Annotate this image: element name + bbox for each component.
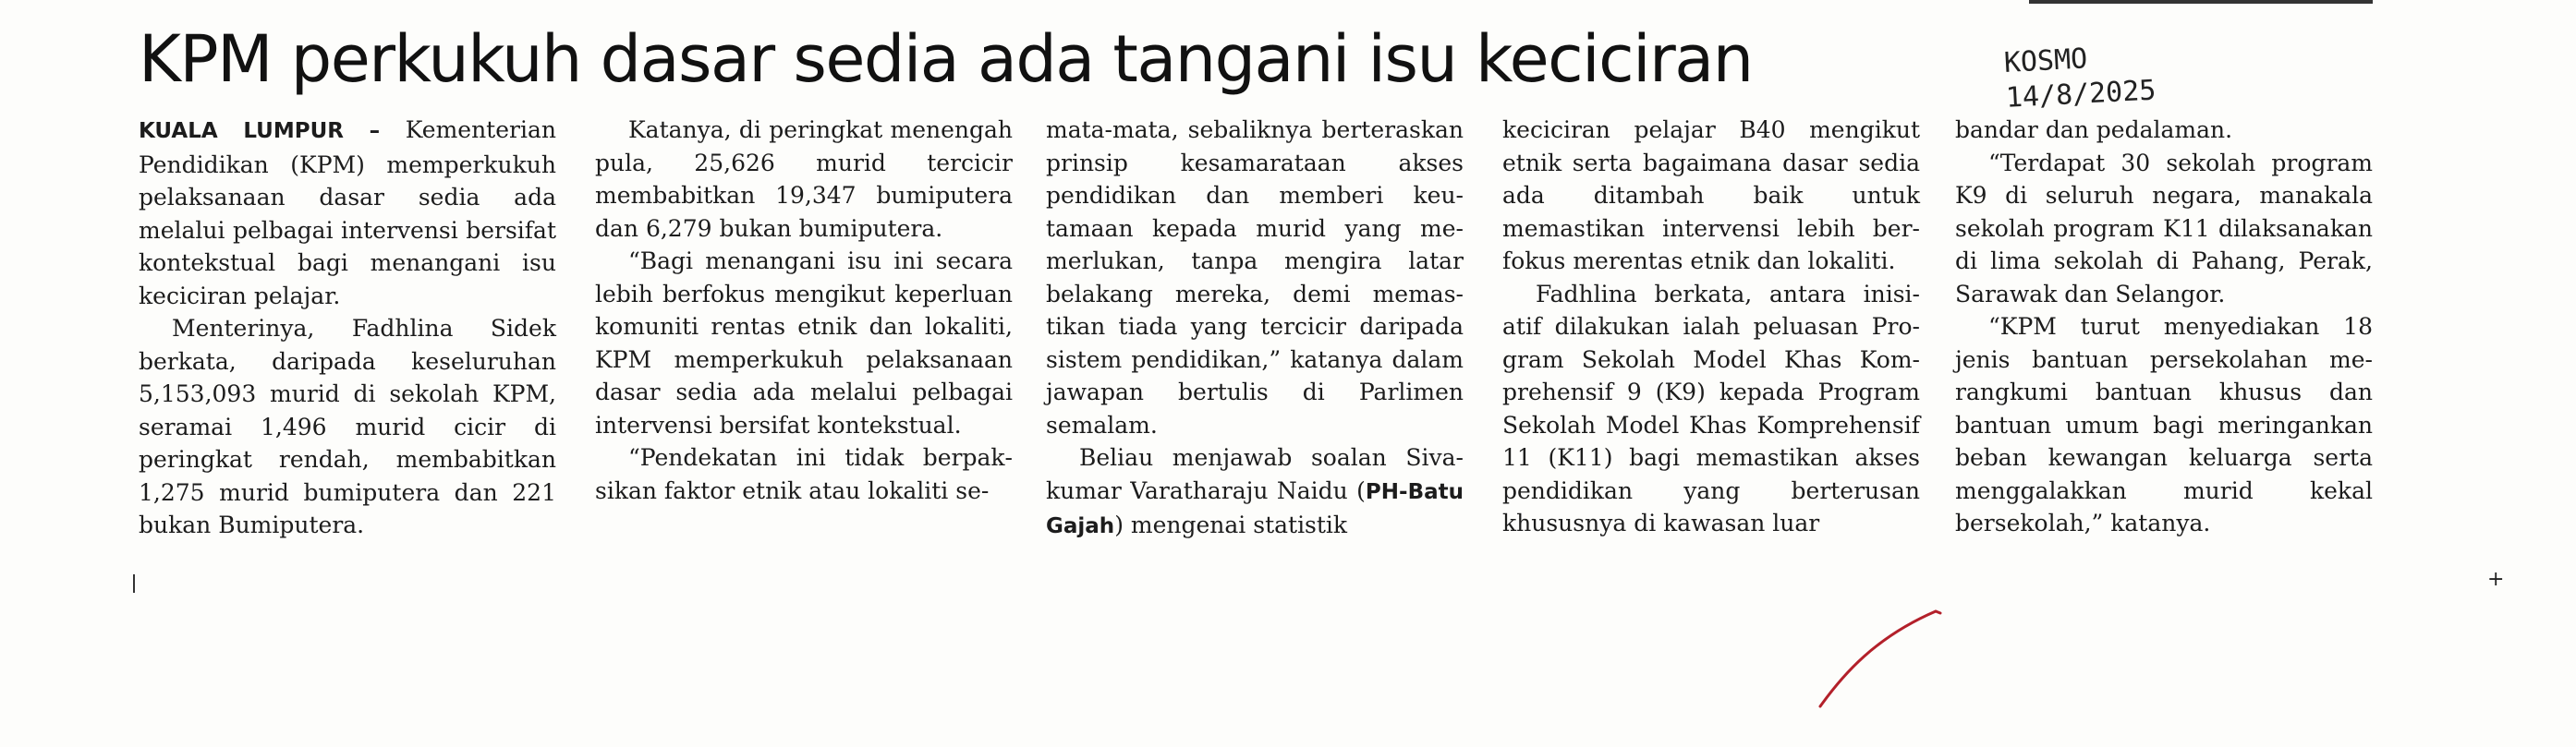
article-column-2 — [595, 114, 1013, 548]
paragraph-text: ) mengenai statistik — [1114, 512, 1348, 538]
article-paragraph: “Terdapat 30 sekolah program K9 di seluruh negara, manakala sekolah program K11 dilaksanakan di lima sekolah di Pahang, Perak, Sarawak dan Selangor. — [1955, 149, 2373, 307]
article-paragraph: Menterinya, Fadhlina Sidek berkata, daripada keseluruhan 5,153,093 murid di sekolah KPM, seramai 1,496 murid cicir di peringkat rendah, membabitkan 1,275 murid bumiputera dan 221 bukan Bumiputera. — [139, 315, 556, 538]
article-paragraph: “Bagi menangani isu ini secara lebih berfokus mengikut keperluan komuniti rentas etnik dan lokaliti, KPM memperkukuh pelaksanaan dasar sedia ada melalui pelbagai intervensi bersifat kontekstual. — [595, 247, 1013, 439]
dateline: KUALA LUMPUR – — [139, 119, 381, 143]
top-rule — [2029, 0, 2373, 4]
article-column-1 — [139, 114, 556, 548]
article-paragraph — [139, 114, 556, 312]
article-column-4 — [1502, 114, 1920, 548]
crop-tick-icon — [130, 574, 138, 593]
article-paragraph: Fadhlina berkata, antara inisiatif dilakukan ialah peluasan Program Sekolah Model Khas Komprehensif 9 (K9) kepada Program Sekolah Model Khas Komprehensif 11 (K11) bagi memastikan akses pendidikan yang berterusan khususnya di kawasan luar — [1502, 280, 1920, 536]
paragraph-text: Kementerian Pendidikan (KPM) memperkukuh pelaksanaan dasar sedia ada melalui pelbagai intervensi bersifat kontekstual bagi menangani isu keciciran pelajar. — [139, 116, 556, 309]
article-paragraph: mata-mata, sebaliknya berteraskan prinsip kesamarataan akses pendidikan dan memberi keutamaan kepada murid yang memerlukan, tanpa mengira latar belakang mereka, demi memastikan tiada yang tercicir daripada sistem pendidikan,” katanya dalam jawapan bertulis di Parlimen semalam. — [1046, 116, 1464, 439]
article-paragraph: keciciran pelajar B40 mengikut etnik serta bagaimana dasar sedia ada ditambah baik untuk memastikan intervensi lebih berfokus merentas etnik dan lokaliti. — [1502, 116, 1920, 274]
crop-mark-icon: + — [2487, 568, 2505, 591]
article-column-3 — [1046, 114, 1464, 548]
article-paragraph: “KPM turut menyediakan 18 jenis bantuan persekolahan merangkumi bantuan khusus dan bantuan umum bagi meringankan beban kewangan keluarga serta menggalakkan murid kekal bersekolah,” katanya. — [1955, 313, 2373, 536]
article-paragraph: “Pendekatan ini tidak berpaksikan faktor etnik atau lokaliti se- — [595, 444, 1013, 504]
handnote-date: 14/8/2025 — [2005, 74, 2157, 114]
handwritten-source-note — [2003, 34, 2238, 116]
constituency-name: PH-Batu Gajah — [1046, 479, 1464, 538]
red-pen-mark-icon — [1811, 600, 1950, 720]
paragraph-text: Beliau menjawab soalan Sivakumar Varatharaju Naidu ( — [1046, 444, 1464, 504]
article-paragraph: Katanya, di peringkat menengah pula, 25,626 murid tercicir membabitkan 19,347 bumiputera dan 6,279 bukan bumiputera. — [595, 116, 1013, 242]
headline: KPM perkukuh dasar sedia ada tangani isu keciciran — [139, 21, 1753, 97]
article-paragraph: bandar dan pedalaman. — [1955, 116, 2233, 143]
article-column-5 — [1955, 114, 2373, 548]
article-paragraph — [1046, 441, 1464, 544]
handnote-publication: KOSMO — [2003, 42, 2089, 79]
